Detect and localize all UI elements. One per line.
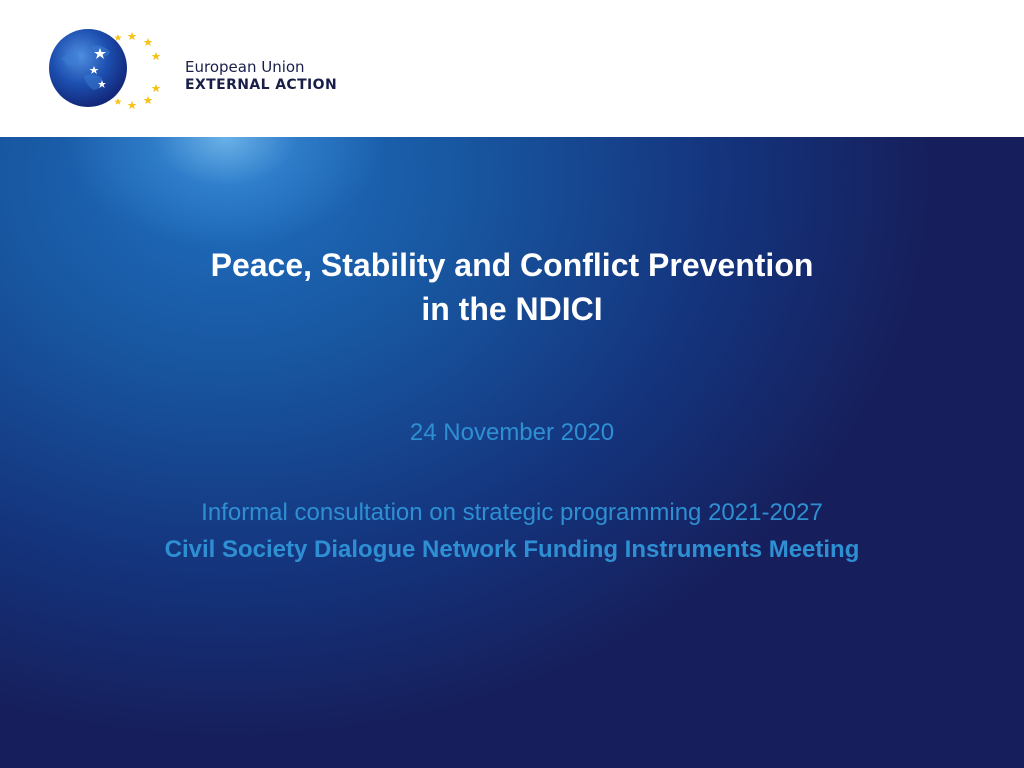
logo-text-european-union: European Union [185, 58, 305, 76]
eu-globe-logo-icon [48, 28, 168, 110]
title-line-1: Peace, Stability and Conflict Prevention [210, 247, 814, 283]
logo-text-external-action: EXTERNAL ACTION [185, 77, 338, 93]
slide-date: 24 November 2020 [409, 419, 615, 446]
title-line-2: in the NDICI [421, 291, 603, 327]
slide-title [0, 243, 1024, 331]
slide-background [0, 137, 1024, 768]
header-band [0, 0, 1024, 137]
subtitle-line-1: Informal consultation on strategic programming 2021-2027 [201, 499, 823, 526]
subtitle-line-2: Civil Society Dialogue Network Funding Instruments Meeting [164, 536, 860, 563]
slide-subtitle [0, 494, 1024, 568]
eu-external-action-logo [48, 28, 368, 110]
